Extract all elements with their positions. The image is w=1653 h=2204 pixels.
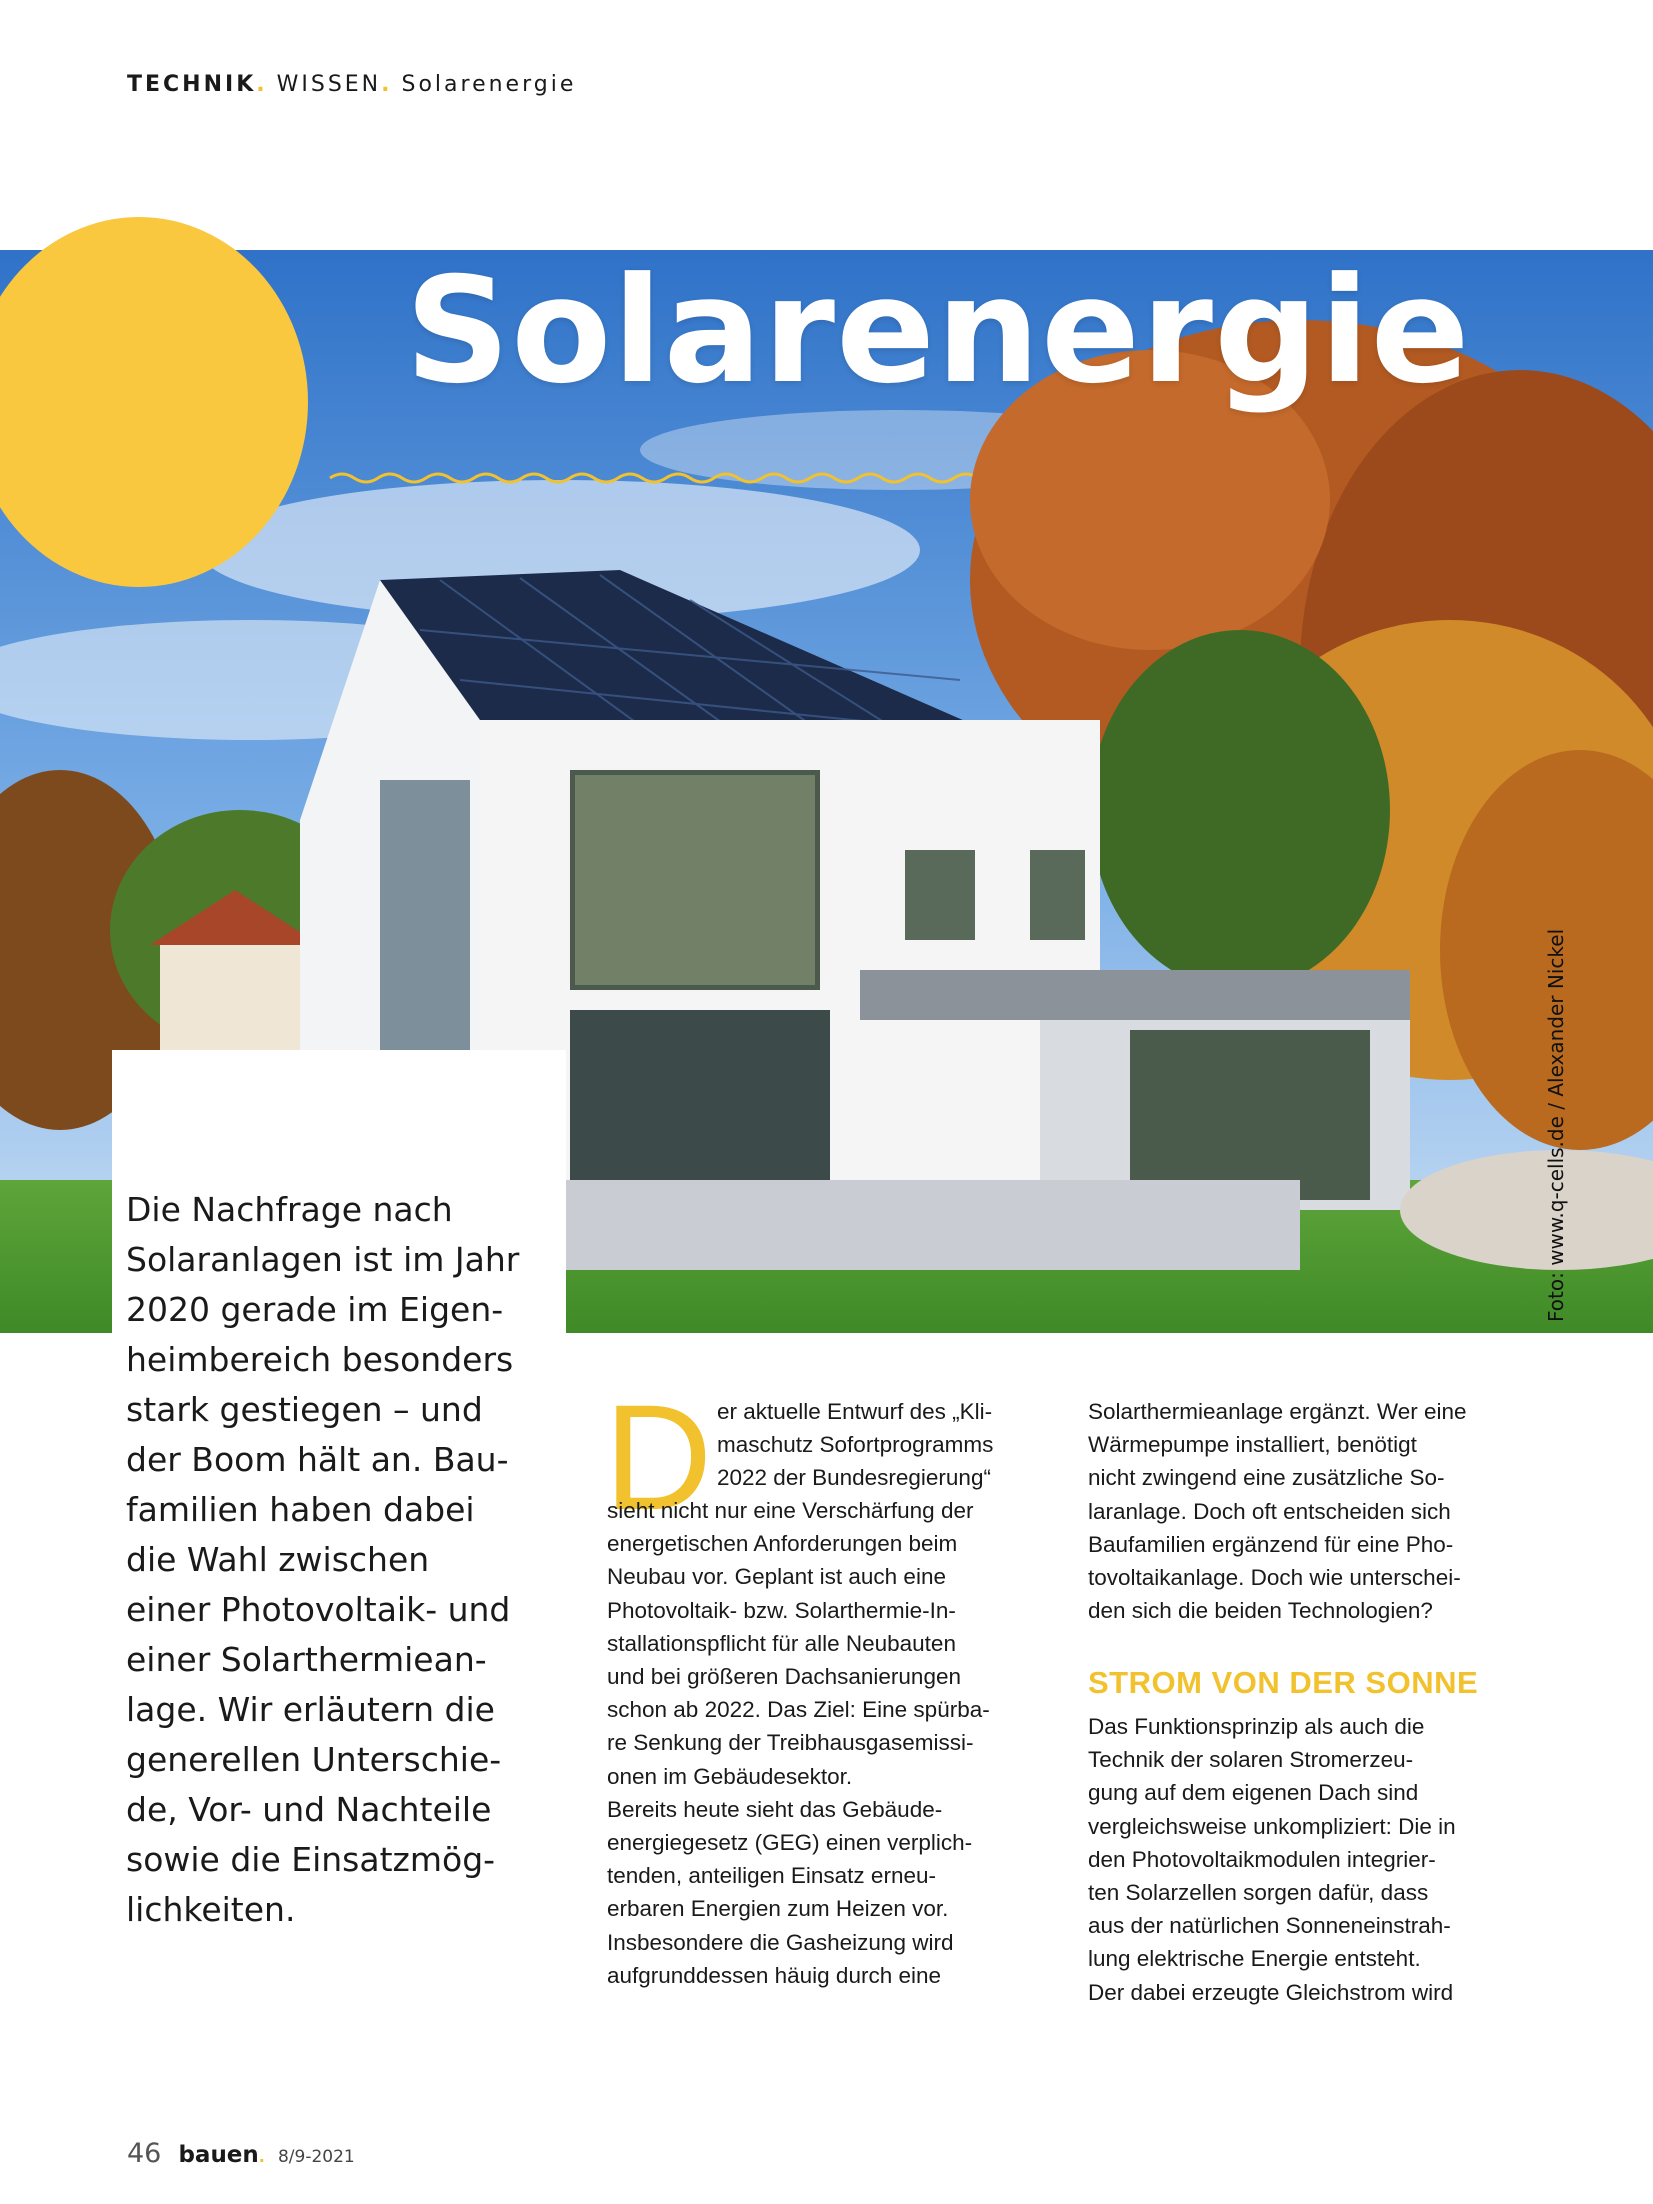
page-number: 46 (127, 2138, 162, 2169)
lead-text: Die Nachfrage nach Solaranlagen ist im Jahr 2020 gerade im Eigen- heimbereich besonders stark gestiegen – und der Boom hält an. Bau- familien haben dabei die Wahl zwischen einer Photovoltaik- und einer Solarthermiean- lage. Wir erläutern die generellen Unterschie- de, Vor- und Nachteile sowie die Einsatzmög- lichkeiten. (126, 1190, 520, 1929)
body-column-2-bottom: Das Funktionsprinzip als auch die Technik der solaren Stromerzeu- gung auf dem eigenen Dach sind vergleichsweise unkompliziert: Die in den Photovoltaikmodulen integrier- ten Solarzellen sorgen dafür, dass aus der natürlichen Sonneneinstrah- lung elektrische Energie entsteht. Der dabei erzeugte Gleichstrom wird (1088, 1714, 1456, 2005)
body-column-2-top: Solarthermieanlage ergänzt. Wer eine Wärmepumpe installiert, benötigt nicht zwingend eine zusätzliche So- laranlage. Doch oft entscheiden sich Baufamilien ergänzend für eine Pho- tovoltaikanlage. Doch wie unterschei- den sich die beiden Technologien? (1088, 1399, 1467, 1624)
brand-dot: . (258, 2147, 265, 2166)
issue-date: 8/9-2021 (277, 2147, 355, 2167)
section-header (127, 72, 576, 97)
page-footer (127, 2138, 355, 2169)
body-column-1: sieht nicht nur eine Verschärfung der energetischen Anforderungen beim Neubau vor. Geplant ist auch eine Photovoltaik- bzw. Solarthermie-In- stallationspflicht für alle Neubauten und bei größeren Dachsanierungen schon ab 2022. Das Ziel: Eine spürba- re Senkung der Treibhausgasemissi- onen im Gebäudesektor. Bereits heute sieht das Gebäude- energiegesetz (GEG) einen verplich- tenden, anteiligen Einsatz erneu- erbaren Energien zum Heizen vor. Insbesondere die Gasheizung wird aufgrunddessen häuig durch eine (607, 1498, 990, 1988)
photo-credit: Foto: www.q-cells.de / Alexander Nickel (1544, 928, 1568, 1322)
header-topic: Solarenergie (401, 72, 577, 97)
drop-cap: D (604, 1373, 713, 1541)
header-section: TECHNIK (127, 72, 257, 97)
body-column-1-intro: er aktuelle Entwurf des „Kli- maschutz Sofortprogramms 2022 der Bundesregierung“ (717, 1399, 994, 1491)
header-dot: . (256, 72, 267, 97)
magazine-brand: bauen (178, 2142, 259, 2168)
header-sub: WISSEN (276, 72, 382, 97)
page-title: Solarenergie (405, 246, 1471, 416)
header-dot-2: . (381, 72, 392, 97)
subheading: STROM VON DER SONNE (1088, 1665, 1479, 1700)
